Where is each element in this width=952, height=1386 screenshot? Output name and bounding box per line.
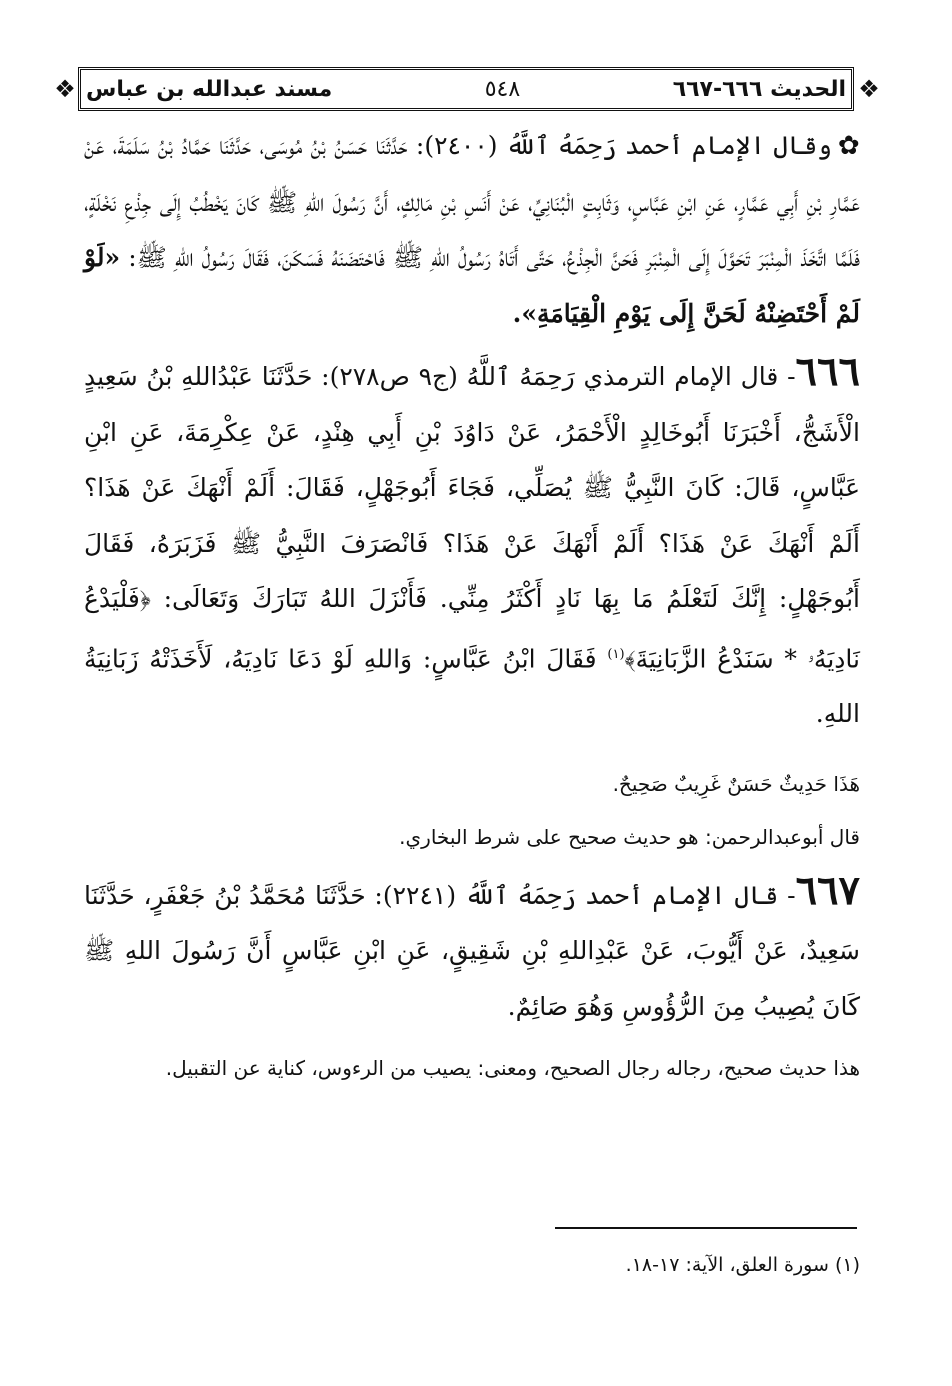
hadith-666-number: ٦٦٦ [795, 348, 860, 395]
page-body [84, 118, 860, 1091]
header-page-number: ٥٤٨ [484, 76, 521, 102]
hadith-667-text: - قال الإمام أحمد رَحِمَهُ ٱللَّهُ (٢٢٤١): حَدَّثَنَا مُحَمَّدُ بْنُ جَعْفَرٍ، حَدَّثَنَا سَعِيدٌ، عَنْ أَيُّوبَ، عَنْ عَبْدِاللهِ بْنِ شَقِيقٍ، عَنِ ابْنِ عَبَّاسٍ أَنَّ رَسُولَ اللهِ ﷺ كَانَ يُصِيبُ مِنَ الرُّؤُوسِ وَهُوَ صَائِمٌ. [84, 880, 860, 1021]
hadith-666-text-after: فَقَالَ ابْنُ عَبَّاسٍ: وَاللهِ لَوْ دَعَا نَادِيَهُ، لَأَخَذَتْهُ زَبَانِيَةُ اللهِ. [84, 643, 860, 729]
hadith-667-editor-note: هذا حديث صحيح، رجاله رجال الصحيح، ومعنى: يصيب من الرءوس، كناية عن التقبيل. [165, 1056, 860, 1081]
page-header [86, 72, 846, 106]
footnote-divider [555, 1227, 857, 1229]
hadith-666-editor-note: قال أبوعبدالرحمن: هو حديث صحيح على شرط البخاري. [399, 824, 860, 849]
hadith-anas-paragraph [84, 118, 860, 341]
left-ornament-icon: ❖ [54, 75, 76, 103]
hadith-667-number: ٦٦٧ [795, 866, 861, 914]
hadith-anas-text: وقال الإمام أحمد رَحِمَهُ ٱللَّهُ (٢٤٠٠): حَدَّثَنَا حَسَنُ بْنُ مُوسَى، حَدَّثَنَا حَمَّادُ بْنُ سَلَمَةَ، عَنْ عَمَّارِ بْنِ أَبِي عَمَّارٍ، عَنِ ابْنِ عَبَّاسٍ، وَثَابِتٍ الْبُنَانِيِّ، عَنْ أَنَسِ بْنِ مَالِكٍ، أَنَّ رَسُولَ اللهِ ﷺ كَانَ يَخْطُبُ إِلَى جِذْعِ نَخْلَةٍ، فَلَمَّا اتَّخَذَ الْمِنْبَرَ تَحَوَّلَ إِلَى الْمِنْبَرِ فَحَنَّ الْجِذْعُ، حَتَّى أَتَاهُ رَسُولُ اللهِ ﷺ فَاحْتَضَنَهُ فَسَكَنَ، فَقَالَ رَسُولُ اللهِ ﷺ: [84, 131, 860, 272]
flower-bullet-icon: ✿ [837, 131, 860, 161]
right-ornament-icon: ❖ [858, 75, 880, 103]
header-hadith-range: الحديث ٦٦٦-٦٦٧ [672, 76, 846, 102]
hadith-666-text: - قال الإمام الترمذي رَحِمَهُ ٱللَّهُ (ج٩ ص٢٧٨): حَدَّثَنَا عَبْدُاللهِ بْنُ سَعِيدٍ الْأَشَجُّ، أَخْبَرَنَا أَبُوخَالِدٍ الْأَحْمَرُ، عَنْ دَاوُدَ بْنِ أَبِي هِنْدٍ، عَنْ عِكْرِمَةَ، عَنِ ابْنِ عَبَّاسٍ، قَالَ: كَانَ النَّبِيُّ ﷺ يُصَلِّي، فَجَاءَ أَبُوجَهْلٍ، فَقَالَ: أَلَمْ أَنْهَكَ عَنْ هَذَا؟ أَلَمْ أَنْهَكَ عَنْ هَذَا؟ أَلَمْ أَنْهَكَ عَنْ هَذَا؟ فَانْصَرَفَ النَّبِيُّ ﷺ فَزَبَرَهُ، فَقَالَ أَبُوجَهْلٍ: إِنَّكَ لَتَعْلَمُ مَا بِهَا نَادٍ أَكْثَرُ مِنِّي. فَأَنْزَلَ اللهُ تَبَارَكَ وَتَعَالَى: ﴿فَلْيَدْعُ نَادِيَهُۥ * سَنَدْعُ الزَّبَانِيَةَ﴾ [84, 362, 860, 673]
footnote-ref-1[interactable]: (١) [607, 646, 625, 662]
hadith-666-grading: هَذَا حَدِيثٌ حَسَنٌ غَرِيبٌ صَحِيحٌ. [612, 771, 860, 796]
hadith-666-paragraph [84, 349, 860, 742]
hadith-anas-quote: «لَوْ لَمْ أَحْتَضِنْهُ لَحَنَّ إِلَى يَوْمِ الْقِيَامَةِ». [84, 243, 860, 328]
hadith-667-paragraph [84, 868, 860, 1035]
footnote-1: (١) سورة العلق، الآية: ١٧-١٨. [625, 1254, 860, 1276]
header-book-title: مسند عبدالله بن عباس [86, 76, 333, 102]
